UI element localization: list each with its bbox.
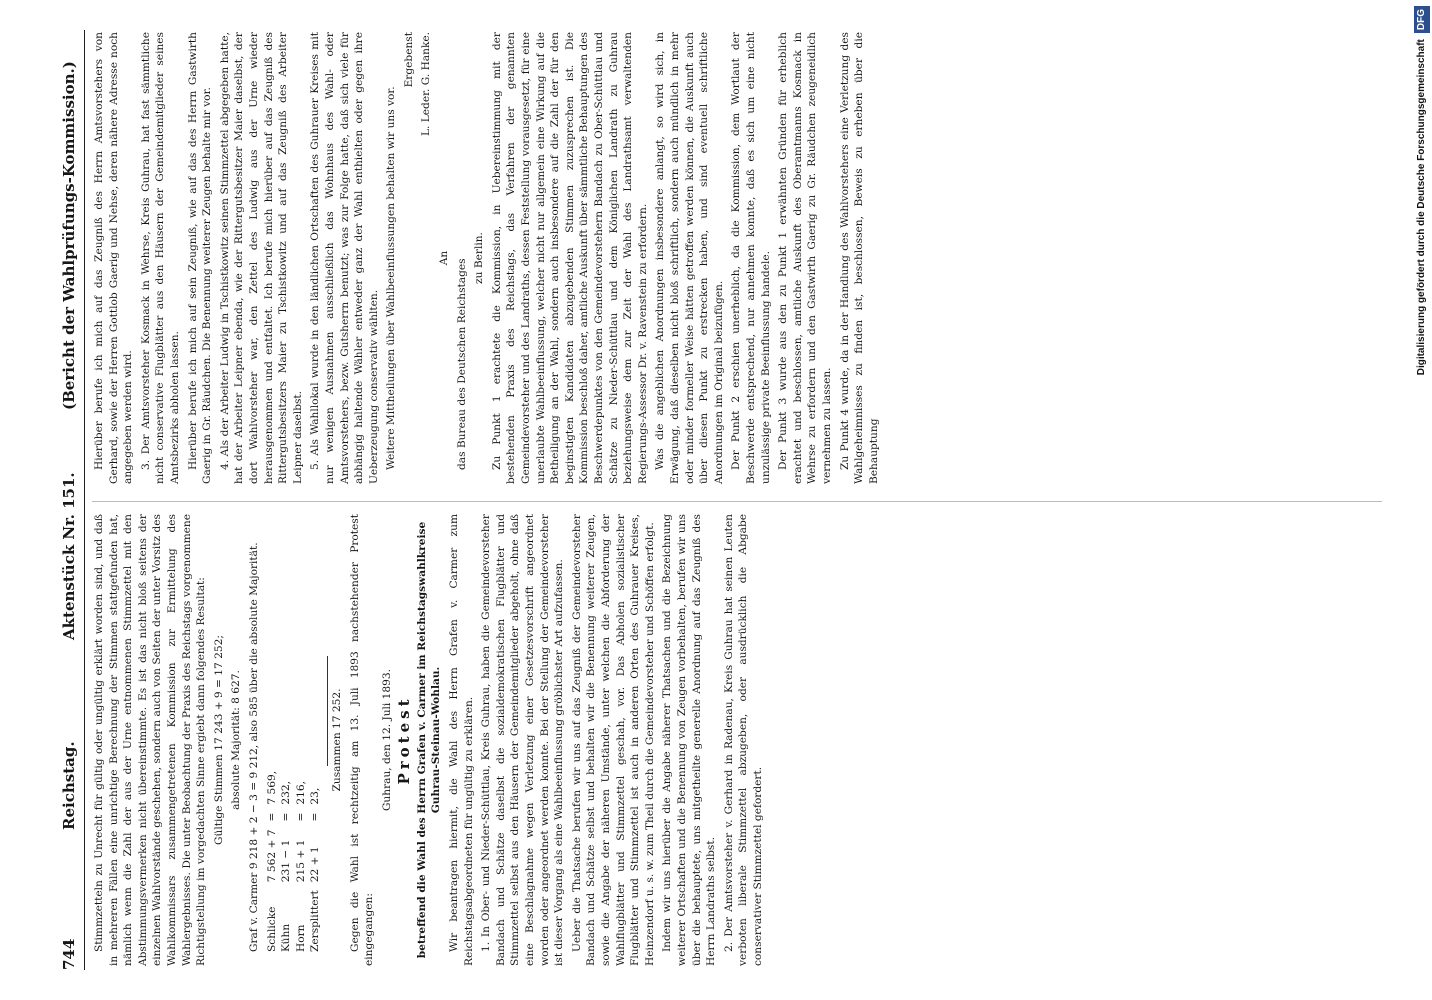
vote-calc: 22 + 1	[309, 846, 322, 883]
majority-line: absolute Majorität: 8 627.	[230, 670, 243, 810]
protest-paragraph: Indem wir uns hierüber die Angabe näherer Thatsachen und die Bezeichnung weiterer Ortschaften und die Benennung von Zeugen vorbehalten, berufen wir uns über die behauptete, uns mitgetheilte generelle Anordnung auf das Zeugniß des Herrn Landraths selbst.	[661, 514, 718, 966]
vote-result: 232,	[280, 781, 293, 805]
winner-line: Graf v. Carmer 9 218 + 2 − 3 = 9 212, also 585 über die absolute Majorität.	[247, 542, 260, 952]
sum-rule	[327, 656, 328, 766]
vote-calc: 7 562 + 7	[265, 829, 278, 883]
column-divider	[92, 501, 1382, 502]
candidate-name: Kühn	[280, 923, 293, 952]
document-sheet	[30, 0, 1410, 1000]
vote-calc: 215 + 1	[294, 839, 307, 883]
header-right-title: (Bericht der Wahlprüfungs-Kommission.)	[60, 61, 78, 410]
protest-paragraph: 5. Als Wahllokal wurde in den ländlichen Ortschaften des Guhrauer Kreises mit nur wenigen Ausnahmen ausschließlich das Wohnhaus des Wahl- oder Amtsvorstehers, bezw. Gutsherrn benutzt; was zur Folge hatte, daß sich viele für abhängig haltende Wähler entweder ganz der Wahl enthielten oder gegen ihre Ueberzeugung conservativ wählten.	[309, 32, 380, 484]
commission-paragraph: Der Punkt 3 wurde aus den zu Punkt 1 erwähnten Gründen für erheblich erachtet und beschlossen, amtliche Auskunft des Oberamtmanns Kosmack in Wehrse zu erfordern und den Gastwirth Gaerig zu Gr. Räudchen zeugeneidlich vernehmen zu lassen.	[777, 32, 833, 484]
credit-text: Digitalisierung gefördert durch die Deutsche Forschungsgemeinschaft	[1416, 39, 1427, 376]
dfg-logo-icon: DFG	[1414, 6, 1430, 33]
protest-paragraph: Weitere Mittheilungen über Wahlbeeinflussungen behalten wir uns vor.	[385, 86, 398, 470]
signatures: L. Leder. G. Hanke.	[420, 32, 433, 137]
table-row: Zersplittert 22 + 1 = 23,	[308, 763, 323, 952]
protest-paragraph: 2. Der Amtsvorsteher v. Gerhard in Radenau, Kreis Guhrau hat seinen Leuten verboten liberale Stimmzettel abzugeben, oder ausdrücklich die Abgabe conservativer Stimmzettel gefordert.	[722, 514, 764, 966]
protest-paragraph: 4. Als der Arbeiter Ludwig in Tschistkowitz seinen Stimmzettel abgegeben hatte, hat der Arbeiter Leipner ebenda, wie der Rittergutsbesitzer Maier daselbst, der dort Wahlvorsteher war, den Zettel des Ludwig aus der Urne wieder herausgenommen und entfaltet. Ich berufe mich hierüber auf das Zeugniß des Rittergutsbesitzers Maier zu Tschistkowitz und auf das Zeugniß des Arbeiter Leipner daselbst.	[218, 32, 304, 484]
valid-votes-line: Gültige Stimmen 17 243 + 9 = 17 252;	[212, 635, 225, 845]
vote-table	[265, 763, 323, 952]
address-line: An	[438, 250, 451, 266]
page-number: 744	[60, 938, 78, 970]
protest-subheading: betreffend die Wahl des Herrn Grafen v. Carmer im Reichstagswahlkreise Guhrau-Steinau-Wohlau.	[415, 521, 443, 959]
left-column	[92, 514, 769, 966]
vote-calc: 231 − 1	[280, 839, 293, 883]
protest-paragraph: 1. In Ober- und Nieder-Schüttlau, Kreis Guhrau, haben die Gemeindevorsteher Bandach und Schätze daselbst die sozialdemokratischen Flugblätter und Stimmzettel selbst aus den Häusern der Gemeindemitglieder abgeholt, ohne daß eine Beschlagnahme wegen Verletzung einer Gesetzesvorschrift angeordnet worden oder angeordnet werden konnte. Bei der Stellung der Gemeindevorsteher ist dieser Vorgang als eine Wahlbeeinflussung gröblichster Art aufzufassen.	[480, 514, 566, 966]
closing: Ergebenst	[402, 32, 415, 88]
protest-heading: Protest	[395, 695, 414, 785]
protest-paragraph: Hierüber berufe ich mich auf das Zeugniß des Herrn Amtsvorstehers von Gerhard, sowie der Herren Gottlob Gaerig und Nehse, deren nähere Adresse noch angegeben werden wird.	[93, 32, 135, 484]
table-row: Kühn 231 − 1 = 232,	[279, 763, 294, 952]
protest-paragraph: Hierüber berufe ich mich auf sein Zeugniß, wie auf das des Herrn Gastwirth Gaerig in Gr. Räudchen. Die Benennung weiterer Zeugen behalte mir vor.	[186, 32, 214, 484]
address-line: das Bureau des Deutschen Reichstages	[455, 258, 468, 470]
commission-paragraph: Zu Punkt 4 wurde, da in der Handlung des Wahlvorstehers eine Verletzung des Wahlgeheimnisses zu finden ist, beschlossen, Beweis zu erheben über die Behauptung	[838, 32, 880, 484]
header-center-title: Aktenstück Nr. 151.	[60, 472, 78, 640]
commission-paragraph: Zu Punkt 1 erachtete die Kommission, in Uebereinstimmung mit der bestehenden Praxis des Reichstags, das Verfahren der genannten Gemeindevorsteher und des Landraths, dessen Feststellung vorausgesetzt, für eine unerlaubte Wahlbeeinflussung, welcher nicht nur allgemein eine Wirkung auf die Betheiligung an der Wahl, sondern auch insbesondere auf die Zahl der für den beginstigten Kandidaten abzugebenden Stimmen zuzusprechen ist. Die Kommission beschloß daher, amtliche Auskunft über sämmtliche Behauptungen des Beschwerdepunktes von den Gemeindevorstehern Bandach zu Ober-Schüttlau und Schätze zu Nieder-Schüttlau und dem Königlichen Landrath zu Guhrau beziehungsweise dem zur Zeit der Wahl des Landrathsamt verwaltenden Regierungs-Assessor Dr. v. Ravenstein zu erfordern.	[490, 32, 649, 484]
commission-paragraph: Was die angeblichen Anordnungen insbesondere anlangt, so wird sich, in Erwägung, daß dieselben nicht bloß schriftlich, sondern auch mündlich in mehr oder minder formeller Weise hätten getroffen werden können, die Auskunft auch über diesen Punkt zu erstrecken haben, und sind eventuell schriftliche Anordnungen im Original beizufügen.	[654, 32, 725, 484]
candidate-name: Horn	[294, 924, 307, 952]
protest-paragraph: 3. Der Amtsvorsteher Kosmack in Wehrse, Kreis Guhrau, hat fast sämmtliche nicht conservative Flugblätter aus den Häusern der Gemeindemitglieder seines Amtsbezirks abholen lassen.	[139, 32, 181, 484]
address-line: zu Berlin.	[473, 232, 486, 284]
protest-intro: Gegen die Wahl ist rechtzeitig am 13. Juli 1893 nachstehender Protest eingegangen:	[348, 514, 376, 966]
vote-result: 7 569,	[265, 770, 278, 805]
vote-result: 23,	[309, 787, 322, 805]
vote-total: Zusammen 17 252.	[330, 688, 343, 792]
digitization-credit	[1414, 6, 1430, 994]
protest-paragraph: Ueber die Thatsache berufen wir uns auf das Zeugniß der Gemeindevorsteher Bandach und Schätze selbst und behalten wir die Benennung weiterer Zeugen, sowie die Angabe der näheren Umstände, unter welchen die Abforderung der Wahlflugblätter und Stimmzettel geschah, vor. Das Abholen sozialistischer Flugblätter und Stimmzettel ist auch in anderen Orten des Guhrauer Kreises, Heinzendorf u. s. w. zum Theil durch die Gemeindevorsteher und Schöffen erfolgt.	[570, 514, 656, 966]
commission-paragraph: Der Punkt 2 erschien unerheblich, da die Kommission, dem Wortlaut der Beschwerde entsprechend, nur annehmen konnte, daß es sich um eine nicht unzulässige private Beeinflussung handele.	[730, 32, 772, 484]
candidate-name: Schlicke	[265, 906, 278, 952]
vote-result: 216,	[294, 781, 307, 805]
table-row: Schlicke 7 562 + 7 = 7 569,	[265, 763, 280, 952]
place-date: Guhrau, den 12. Juli 1893.	[380, 668, 393, 812]
header-left-title: Reichstag.	[60, 741, 78, 830]
protest-lead: Wir beantragen hiermit, die Wahl des Herrn Grafen v. Carmer zum Reichstagsabgeordneten für ungültig zu erklären.	[448, 514, 475, 966]
right-column	[92, 32, 884, 484]
page-header	[56, 30, 85, 970]
candidate-name: Zersplittert	[309, 890, 322, 952]
table-row: Horn 215 + 1 = 216,	[294, 763, 309, 952]
intro-paragraph: Stimmzetteln zu Unrecht für gültig oder ungültig erklärt worden sind, und daß in mehreren Fällen eine unrichtige Berechnung der Stimmen stattgefunden hat, nämlich wenn die Zahl der aus der Urne entnommenen Stimmzettel mit den Abstimmungsvermerken nicht übereinstimmte. Es ist das nicht bloß seitens der einzelnen Wahlvorstände geschehen, sondern auch von Seiten der unter Vorsitz des Wahlkommissars zusammengetretenen Kommission zur Ermittelung des Wahlergebnisses. Die unter Beobachtung der Praxis des Reichstags vorgenommene Richtigstellung im vorgedachten Sinne ergiebt dann folgendes Resultat:	[93, 514, 208, 966]
